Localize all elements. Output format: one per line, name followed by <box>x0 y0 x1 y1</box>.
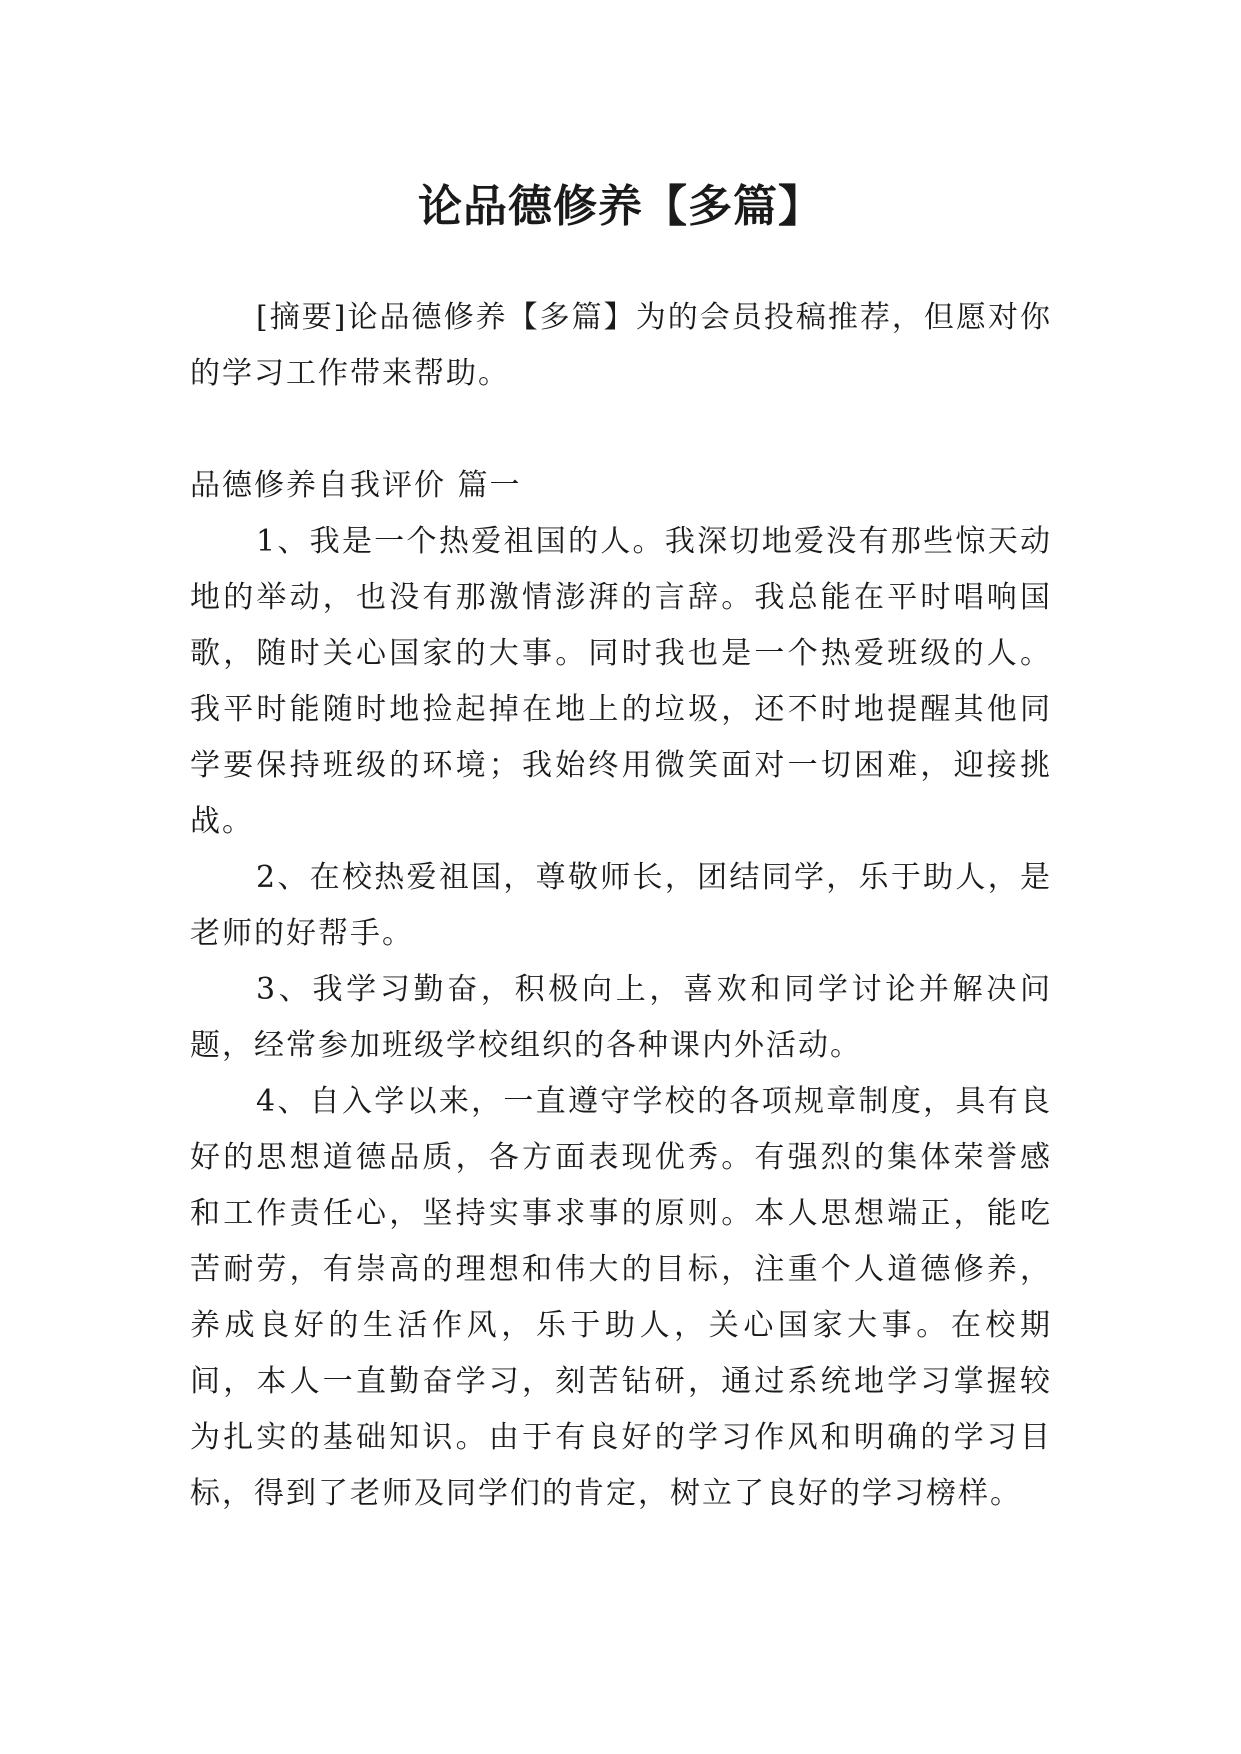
abstract-paragraph: [摘要]论品德修养【多篇】为的会员投稿推荐，但愿对你的学习工作带来帮助。 <box>190 300 1052 391</box>
body-paragraph-1: 1、我是一个热爱祖国的人。我深切地爱没有那些惊天动地的举动，也没有那激情澎湃的言辞。我总能在平时唱响国歌，随时关心国家的大事。同时我也是一个热爱班级的人。我平时能随时地捡起掉在地上的垃圾，还不时地提醒其他同学要保持班级的环境；我始终用微笑面对一切困难，迎接挑战。 <box>190 524 1052 839</box>
section-heading: 品德修养自我评价 篇一 <box>190 468 522 503</box>
document-body <box>190 290 1052 1522</box>
body-paragraph-2: 2、在校热爱祖国，尊敬师长，团结同学，乐于助人，是老师的好帮手。 <box>190 860 1052 951</box>
body-paragraph-4: 4、自入学以来，一直遵守学校的各项规章制度，具有良好的思想道德品质，各方面表现优秀。有强烈的集体荣誉感和工作责任心，坚持实事求事的原则。本人思想端正，能吃苦耐劳，有崇高的理想和伟大的目标，注重个人道德修养，养成良好的生活作风，乐于助人，关心国家大事。在校期间，本人一直勤奋学习，刻苦钻研，通过系统地学习掌握较为扎实的基础知识。由于有良好的学习作风和明确的学习目标，得到了老师及同学们的肯定，树立了良好的学习榜样。 <box>190 1084 1052 1511</box>
body-paragraph-3: 3、我学习勤奋，积极向上，喜欢和同学讨论并解决问题，经常参加班级学校组织的各种课内外活动。 <box>190 972 1052 1063</box>
document-title: 论品德修养【多篇】 <box>418 181 823 233</box>
